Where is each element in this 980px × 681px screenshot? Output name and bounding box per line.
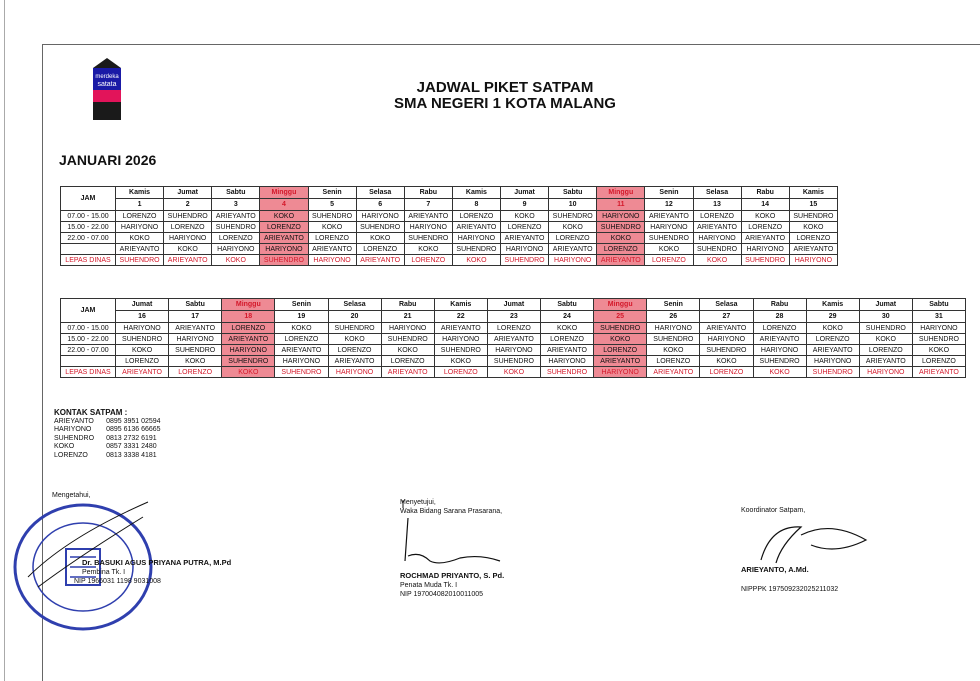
guard-cell: HARIYONO	[381, 323, 434, 334]
guard-cell: HARIYONO	[501, 244, 549, 255]
guard-cell: SUHENDRO	[597, 222, 645, 233]
date-header: 31	[912, 311, 965, 323]
guard-cell: LORENZO	[452, 211, 500, 222]
guard-cell: SUHENDRO	[487, 356, 540, 367]
guard-cell: SUHENDRO	[328, 323, 381, 334]
guard-cell: LORENZO	[647, 356, 700, 367]
day-header: Sabtu	[541, 299, 594, 311]
date-header: 1	[116, 199, 164, 211]
guard-cell: HARIYONO	[164, 233, 212, 244]
guard-cell: LORENZO	[549, 233, 597, 244]
guard-cell: SUHENDRO	[501, 255, 549, 266]
date-header: 2	[164, 199, 212, 211]
guard-cell: HARIYONO	[356, 211, 404, 222]
guard-cell: LORENZO	[116, 211, 164, 222]
guard-cell: HARIYONO	[260, 244, 308, 255]
guard-cell: SUHENDRO	[222, 356, 275, 367]
guard-cell: SUHENDRO	[404, 233, 452, 244]
day-header: Rabu	[404, 187, 452, 199]
guard-cell: LORENZO	[501, 222, 549, 233]
guard-cell: LORENZO	[741, 222, 789, 233]
shift-time-cell: 15.00 - 22.00	[61, 334, 116, 345]
day-header: Kamis	[434, 299, 487, 311]
day-header: Selasa	[693, 187, 741, 199]
schedule-table-2	[60, 298, 966, 378]
contact-phone: 0895 3951 02594	[106, 417, 161, 425]
guard-cell: HARIYONO	[645, 222, 693, 233]
guard-cell: SUHENDRO	[169, 345, 222, 356]
signature-middle-role-2: Waka Bidang Sarana Prasarana,	[400, 508, 503, 515]
date-header: 9	[501, 199, 549, 211]
guard-cell: LORENZO	[164, 222, 212, 233]
guard-cell: ARIEYANTO	[501, 233, 549, 244]
date-header: 16	[116, 311, 169, 323]
table-row	[61, 222, 838, 233]
guard-cell: SUHENDRO	[693, 244, 741, 255]
table-row	[61, 334, 966, 345]
guard-cell: SUHENDRO	[541, 367, 594, 378]
guard-cell: ARIEYANTO	[549, 244, 597, 255]
date-header: 25	[594, 311, 647, 323]
signature-middle	[400, 498, 520, 599]
day-header: Sabtu	[549, 187, 597, 199]
contact-row	[54, 435, 173, 444]
signature-right-nip: NIPPPK 197509232025211032	[741, 586, 839, 593]
contact-name: LORENZO	[54, 451, 88, 459]
guard-cell: ARIEYANTO	[693, 222, 741, 233]
contact-list	[54, 418, 173, 461]
guard-cell: LORENZO	[753, 323, 806, 334]
jam-header: JAM	[61, 187, 116, 211]
guard-cell: KOKO	[741, 211, 789, 222]
guard-cell: SUHENDRO	[789, 211, 837, 222]
document-title	[330, 80, 680, 112]
date-header: 5	[308, 199, 356, 211]
contact-row	[54, 418, 173, 427]
date-header: 3	[212, 199, 260, 211]
guard-cell: KOKO	[260, 211, 308, 222]
guard-cell: KOKO	[693, 255, 741, 266]
guard-cell: HARIYONO	[541, 356, 594, 367]
guard-cell: KOKO	[222, 367, 275, 378]
date-header: 23	[487, 311, 540, 323]
date-header: 27	[700, 311, 753, 323]
day-header: Sabtu	[912, 299, 965, 311]
signature-middle-role-1: Menyetujui,	[400, 499, 436, 506]
day-header: Jumat	[116, 299, 169, 311]
shift-time-cell: 07.00 - 15.00	[61, 323, 116, 334]
guard-cell: KOKO	[645, 244, 693, 255]
guard-cell: KOKO	[164, 244, 212, 255]
date-header: 15	[789, 199, 837, 211]
jam-header: JAM	[61, 299, 116, 323]
guard-cell: ARIEYANTO	[328, 356, 381, 367]
day-header: Jumat	[164, 187, 212, 199]
contact-title: KONTAK SATPAM :	[54, 408, 128, 417]
guard-cell: SUHENDRO	[859, 323, 912, 334]
schedule-table-1	[60, 186, 838, 266]
guard-cell: HARIYONO	[116, 323, 169, 334]
guard-cell: LORENZO	[693, 211, 741, 222]
guard-cell: SUHENDRO	[275, 367, 328, 378]
guard-cell: ARIEYANTO	[806, 345, 859, 356]
svg-text:merdeka: merdeka	[95, 74, 119, 80]
guard-cell: SUHENDRO	[594, 323, 647, 334]
guard-cell: KOKO	[912, 345, 965, 356]
title-line-2: SMA NEGERI 1 KOTA MALANG	[394, 95, 616, 112]
guard-cell: KOKO	[594, 334, 647, 345]
guard-cell: HARIYONO	[753, 345, 806, 356]
day-header: Senin	[308, 187, 356, 199]
guard-cell: LORENZO	[859, 345, 912, 356]
guard-cell: LORENZO	[356, 244, 404, 255]
guard-cell: SUHENDRO	[356, 222, 404, 233]
date-header: 22	[434, 311, 487, 323]
guard-cell: LORENZO	[260, 222, 308, 233]
table-row	[61, 323, 966, 334]
contact-name: HARIYONO	[54, 426, 92, 433]
guard-cell: SUHENDRO	[912, 334, 965, 345]
date-header: 11	[597, 199, 645, 211]
guard-cell: ARIEYANTO	[647, 367, 700, 378]
signature-left-name: Dr. BASUKI AGUS PRIYANA PUTRA, M.Pd	[82, 558, 232, 567]
contact-name: ARIEYANTO	[54, 417, 94, 425]
guard-cell: KOKO	[404, 244, 452, 255]
guard-cell: LORENZO	[597, 244, 645, 255]
signature-middle-name: ROCHMAD PRIYANTO, S. Pd.	[400, 571, 505, 580]
contact-phone: 0813 2732 6191	[106, 434, 157, 442]
day-header: Selasa	[328, 299, 381, 311]
date-header: 18	[222, 311, 275, 323]
signature-middle-scribble	[395, 460, 505, 508]
guard-cell: HARIYONO	[700, 334, 753, 345]
guard-cell: LORENZO	[222, 323, 275, 334]
contact-phone: 0813 3338 4181	[106, 451, 157, 459]
shift-time-cell: 15.00 - 22.00	[61, 222, 116, 233]
contact-row	[54, 452, 173, 461]
guard-cell: KOKO	[328, 334, 381, 345]
guard-cell: KOKO	[434, 356, 487, 367]
guard-cell: SUHENDRO	[308, 211, 356, 222]
guard-cell: SUHENDRO	[434, 345, 487, 356]
guard-cell: KOKO	[487, 367, 540, 378]
guard-cell: HARIYONO	[647, 323, 700, 334]
guard-cell: KOKO	[116, 233, 164, 244]
day-header: Selasa	[356, 187, 404, 199]
day-header: Sabtu	[212, 187, 260, 199]
signature-left-rank: Pembina Tk. I	[82, 569, 126, 576]
table-row	[61, 244, 838, 255]
shift-time-cell: LEPAS DINAS	[61, 255, 116, 266]
guard-cell: HARIYONO	[594, 367, 647, 378]
guard-cell: ARIEYANTO	[116, 244, 164, 255]
guard-cell: ARIEYANTO	[452, 222, 500, 233]
guard-cell: LORENZO	[541, 334, 594, 345]
date-header: 13	[693, 199, 741, 211]
day-header: Minggu	[260, 187, 308, 199]
shift-time-cell: LEPAS DINAS	[61, 367, 116, 378]
guard-cell: LORENZO	[700, 367, 753, 378]
guard-cell: ARIEYANTO	[594, 356, 647, 367]
date-header: 6	[356, 199, 404, 211]
guard-cell: SUHENDRO	[164, 211, 212, 222]
guard-cell: ARIEYANTO	[356, 255, 404, 266]
date-header: 8	[452, 199, 500, 211]
guard-cell: HARIYONO	[597, 211, 645, 222]
guard-cell: ARIEYANTO	[275, 345, 328, 356]
day-header: Minggu	[222, 299, 275, 311]
day-header: Minggu	[594, 299, 647, 311]
signature-left-nip: NIP 1966031 1198 9031008	[74, 578, 161, 585]
date-header: 24	[541, 311, 594, 323]
title-line-1: JADWAL PIKET SATPAM	[416, 79, 594, 96]
guard-cell: LORENZO	[434, 367, 487, 378]
guard-cell: LORENZO	[806, 334, 859, 345]
guard-cell: LORENZO	[404, 255, 452, 266]
day-header: Rabu	[753, 299, 806, 311]
guard-cell: HARIYONO	[212, 244, 260, 255]
date-header: 19	[275, 311, 328, 323]
signature-right-scribble	[741, 515, 871, 565]
guard-cell: KOKO	[859, 334, 912, 345]
guard-cell: SUHENDRO	[260, 255, 308, 266]
guard-cell: HARIYONO	[222, 345, 275, 356]
table-row	[61, 356, 966, 367]
guard-cell: ARIEYANTO	[381, 367, 434, 378]
shift-time-cell: 22.00 - 07.00	[61, 233, 116, 244]
guard-cell: KOKO	[452, 255, 500, 266]
guard-cell: KOKO	[308, 222, 356, 233]
signature-middle-scribble-2	[400, 516, 520, 571]
guard-cell: HARIYONO	[434, 334, 487, 345]
guard-cell: LORENZO	[275, 334, 328, 345]
date-header: 20	[328, 311, 381, 323]
guard-cell: ARIEYANTO	[222, 334, 275, 345]
school-logo	[89, 58, 125, 120]
day-header: Jumat	[487, 299, 540, 311]
guard-cell: HARIYONO	[693, 233, 741, 244]
date-header: 12	[645, 199, 693, 211]
day-header: Kamis	[116, 187, 164, 199]
guard-cell: SUHENDRO	[647, 334, 700, 345]
guard-cell: HARIYONO	[452, 233, 500, 244]
day-header: Jumat	[501, 187, 549, 199]
guard-cell: KOKO	[275, 323, 328, 334]
guard-cell: ARIEYANTO	[434, 323, 487, 334]
guard-cell: HARIYONO	[806, 356, 859, 367]
guard-cell: LORENZO	[645, 255, 693, 266]
guard-cell: ARIEYANTO	[260, 233, 308, 244]
guard-cell: KOKO	[381, 345, 434, 356]
day-header: Kamis	[806, 299, 859, 311]
date-header: 30	[859, 311, 912, 323]
guard-cell: KOKO	[647, 345, 700, 356]
contact-phone: 0857 3331 2480	[106, 443, 157, 450]
signature-right	[741, 506, 871, 594]
guard-cell: LORENZO	[789, 233, 837, 244]
guard-cell: KOKO	[700, 356, 753, 367]
day-header: Minggu	[597, 187, 645, 199]
guard-cell: HARIYONO	[912, 323, 965, 334]
guard-cell: ARIEYANTO	[169, 323, 222, 334]
guard-cell: SUHENDRO	[212, 222, 260, 233]
guard-cell: KOKO	[356, 233, 404, 244]
day-header: Senin	[645, 187, 693, 199]
day-header: Senin	[647, 299, 700, 311]
contact-phone: 0895 6136 66665	[106, 426, 161, 433]
guard-cell: LORENZO	[594, 345, 647, 356]
guard-cell: SUHENDRO	[741, 255, 789, 266]
guard-cell: LORENZO	[212, 233, 260, 244]
guard-cell: HARIYONO	[308, 255, 356, 266]
day-header: Senin	[275, 299, 328, 311]
contact-name: SUHENDRO	[54, 434, 95, 442]
signature-middle-rank: Penata Muda Tk. I	[400, 582, 458, 589]
date-header: 21	[381, 311, 434, 323]
guard-cell: KOKO	[169, 356, 222, 367]
guard-cell: ARIEYANTO	[404, 211, 452, 222]
guard-cell: SUHENDRO	[381, 334, 434, 345]
guard-cell: KOKO	[501, 211, 549, 222]
guard-cell: SUHENDRO	[806, 367, 859, 378]
table-row	[61, 255, 838, 266]
day-header: Rabu	[741, 187, 789, 199]
guard-cell: KOKO	[541, 323, 594, 334]
guard-cell: ARIEYANTO	[116, 367, 169, 378]
date-header: 17	[169, 311, 222, 323]
date-header: 4	[260, 199, 308, 211]
guard-cell: ARIEYANTO	[487, 334, 540, 345]
shift-time-cell: 22.00 - 07.00	[61, 345, 116, 356]
guard-cell: LORENZO	[912, 356, 965, 367]
guard-cell: ARIEYANTO	[753, 334, 806, 345]
guard-cell: SUHENDRO	[700, 345, 753, 356]
guard-cell: LORENZO	[381, 356, 434, 367]
guard-cell: KOKO	[212, 255, 260, 266]
day-header: Sabtu	[169, 299, 222, 311]
table-row	[61, 367, 966, 378]
guard-cell: HARIYONO	[487, 345, 540, 356]
contact-section	[54, 408, 173, 460]
guard-cell: SUHENDRO	[753, 356, 806, 367]
shift-time-cell	[61, 244, 116, 255]
guard-cell: SUHENDRO	[549, 211, 597, 222]
guard-cell: ARIEYANTO	[597, 255, 645, 266]
guard-cell: HARIYONO	[328, 367, 381, 378]
guard-cell: LORENZO	[487, 323, 540, 334]
signature-left-role: Mengetahui,	[52, 492, 91, 499]
guard-cell: SUHENDRO	[645, 233, 693, 244]
guard-cell: ARIEYANTO	[541, 345, 594, 356]
guard-cell: HARIYONO	[169, 334, 222, 345]
day-header: Jumat	[859, 299, 912, 311]
guard-cell: KOKO	[789, 222, 837, 233]
guard-cell: ARIEYANTO	[212, 211, 260, 222]
svg-text:satata: satata	[97, 81, 117, 88]
guard-cell: HARIYONO	[275, 356, 328, 367]
guard-cell: KOKO	[549, 222, 597, 233]
guard-cell: KOKO	[806, 323, 859, 334]
day-header: Kamis	[789, 187, 837, 199]
guard-cell: ARIEYANTO	[912, 367, 965, 378]
table-row	[61, 211, 838, 222]
date-header: 28	[753, 311, 806, 323]
guard-cell: SUHENDRO	[116, 255, 164, 266]
guard-cell: HARIYONO	[741, 244, 789, 255]
shift-time-cell	[61, 356, 116, 367]
page-edge-line	[4, 0, 5, 681]
guard-cell: HARIYONO	[789, 255, 837, 266]
guard-cell: ARIEYANTO	[741, 233, 789, 244]
day-header: Selasa	[700, 299, 753, 311]
day-header: Kamis	[452, 187, 500, 199]
table-row	[61, 233, 838, 244]
guard-cell: HARIYONO	[549, 255, 597, 266]
date-header: 29	[806, 311, 859, 323]
signature-left	[52, 491, 231, 586]
contact-row	[54, 426, 173, 435]
day-header: Rabu	[381, 299, 434, 311]
guard-cell: ARIEYANTO	[164, 255, 212, 266]
guard-cell: HARIYONO	[859, 367, 912, 378]
signature-right-name: ARIEYANTO, A.Md.	[741, 565, 809, 574]
guard-cell: HARIYONO	[404, 222, 452, 233]
guard-cell: KOKO	[116, 345, 169, 356]
contact-row	[54, 443, 173, 452]
signature-middle-nip: NIP 197004082010011005	[400, 591, 484, 598]
guard-cell: SUHENDRO	[116, 334, 169, 345]
guard-cell: LORENZO	[308, 233, 356, 244]
signature-right-role: Koordinator Satpam,	[741, 507, 806, 514]
guard-cell: ARIEYANTO	[859, 356, 912, 367]
guard-cell: LORENZO	[116, 356, 169, 367]
date-header: 14	[741, 199, 789, 211]
guard-cell: ARIEYANTO	[645, 211, 693, 222]
date-header: 26	[647, 311, 700, 323]
guard-cell: SUHENDRO	[452, 244, 500, 255]
shift-time-cell: 07.00 - 15.00	[61, 211, 116, 222]
guard-cell: KOKO	[753, 367, 806, 378]
guard-cell: KOKO	[597, 233, 645, 244]
guard-cell: LORENZO	[169, 367, 222, 378]
month-label: JANUARI 2026	[59, 152, 157, 168]
table-row	[61, 345, 966, 356]
guard-cell: HARIYONO	[116, 222, 164, 233]
guard-cell: LORENZO	[328, 345, 381, 356]
guard-cell: ARIEYANTO	[308, 244, 356, 255]
date-header: 7	[404, 199, 452, 211]
guard-cell: ARIEYANTO	[789, 244, 837, 255]
contact-name: KOKO	[54, 443, 75, 450]
guard-cell: ARIEYANTO	[700, 323, 753, 334]
date-header: 10	[549, 199, 597, 211]
